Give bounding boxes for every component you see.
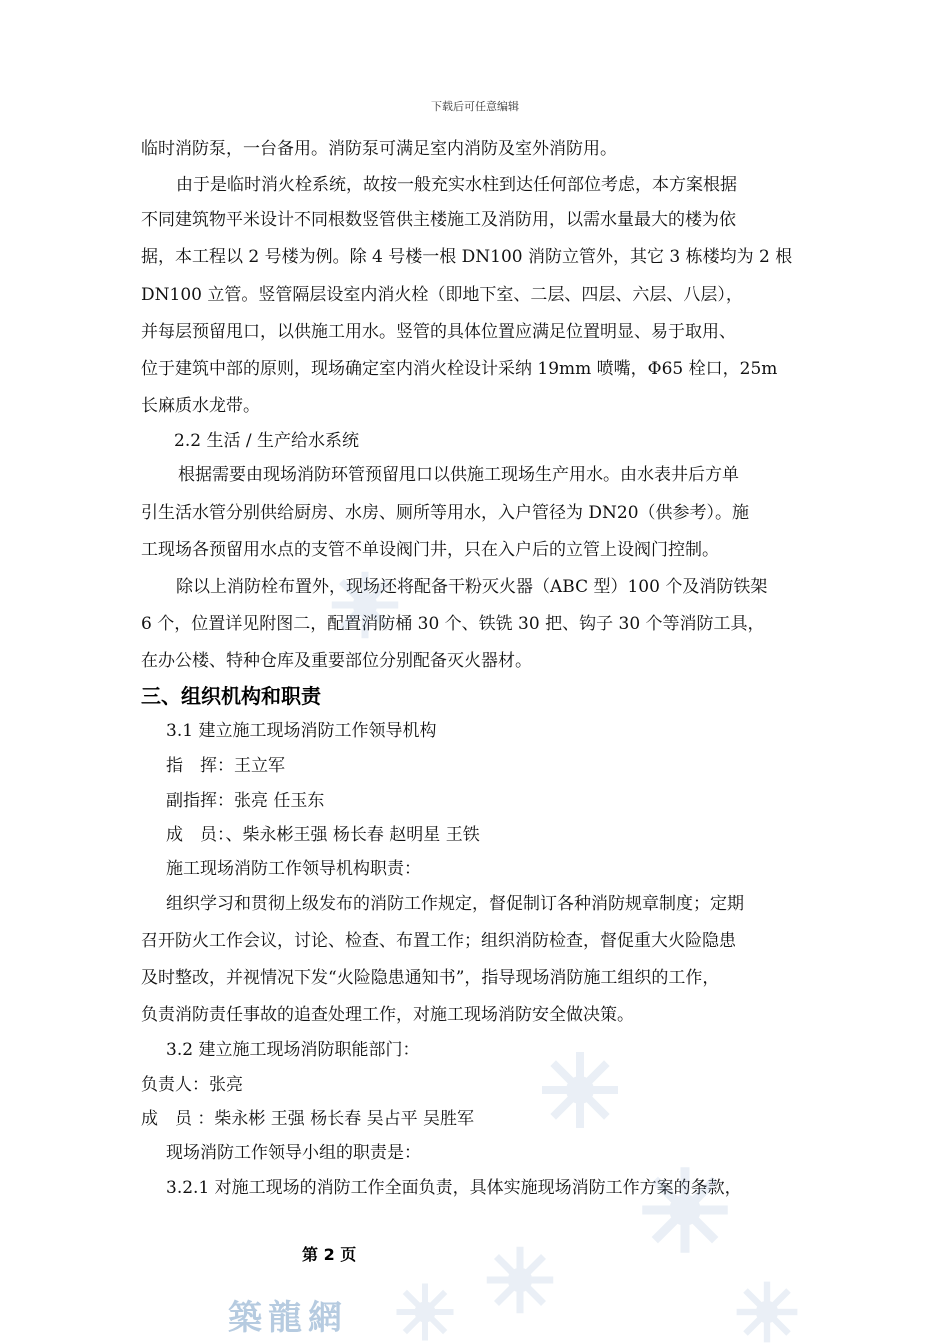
text-line: 根据需要由现场消防环管预留甩口以供施工现场生产用水。由水表井后方单 xyxy=(178,465,739,485)
subsection-heading: 3.1 建立施工现场消防工作领导机构 xyxy=(166,721,437,741)
text-line: 成 员：、柴永彬王强 杨长春 赵明星 王铁 xyxy=(166,825,480,845)
watermark-logo-text: 築龍網 xyxy=(228,1298,348,1338)
watermark-snowflake-icon xyxy=(640,1165,730,1255)
text-line: 现场消防工作领导小组的职责是： xyxy=(166,1143,421,1163)
subsection-heading: 3.2 建立施工现场消防职能部门： xyxy=(166,1040,420,1060)
text-line: 位于建筑中部的原则，现场确定室内消火栓设计采纳 19mm 喷嘴，Φ65 栓口，25m xyxy=(141,359,778,379)
text-line: 召开防火工作会议，讨论、检查、布置工作；组织消防检查，督促重大火险隐患 xyxy=(141,931,736,951)
text-line: 成 员 ：柴永彬 王强 杨长春 吴占平 吴胜军 xyxy=(141,1109,475,1129)
watermark-snowflake-icon xyxy=(540,1050,620,1130)
text-line: 临时消防泵，一台备用。消防泵可满足室内消防及室外消防用。 xyxy=(141,139,617,159)
text-line: 据，本工程以 2 号楼为例。除 4 号楼一根 DN100 消防立管外，其它 3 栋楼均为 2 根 xyxy=(141,247,793,267)
text-line: 在办公楼、特种仓库及重要部位分别配备灭火器材。 xyxy=(141,651,532,671)
section-heading: 三、组织机构和职责 xyxy=(141,684,321,708)
watermark-snowflake-icon xyxy=(330,570,400,640)
text-line: 指 挥：王立军 xyxy=(166,756,285,776)
text-line: 除以上消防栓布置外，现场还将配备干粉灭火器（ABC 型）100 个及消防铁架 xyxy=(176,577,768,597)
subsection-heading: 2.2 生活 / 生产给水系统 xyxy=(174,431,359,451)
text-line: 组织学习和贯彻上级发布的消防工作规定，督促制订各种消防规章制度；定期 xyxy=(166,894,744,914)
text-line: 长麻质水龙带。 xyxy=(141,396,260,416)
text-line: 工现场各预留用水点的支管不单设阀门井，只在入户后的立管上设阀门控制。 xyxy=(141,540,719,560)
header-note: 下载后可任意编辑 xyxy=(431,100,519,113)
page-number: 第 2 页 xyxy=(302,1245,357,1264)
text-line: DN100 立管。竖管隔层设室内消火栓（即地下室、二层、四层、六层、八层）， xyxy=(141,285,743,305)
text-line: 3.2.1 对施工现场的消防工作全面负责，具体实施现场消防工作方案的条款， xyxy=(166,1178,742,1198)
text-line: 施工现场消防工作领导机构职责： xyxy=(166,859,421,879)
text-line: 不同建筑物平米设计不同根数竖管供主楼施工及消防用，以需水量最大的楼为依 xyxy=(141,210,736,230)
text-line: 由于是临时消火栓系统，故按一般充实水柱到达任何部位考虑，本方案根据 xyxy=(176,175,737,195)
watermark-snowflake-icon xyxy=(395,1282,455,1342)
watermark-snowflake-icon xyxy=(485,1245,555,1315)
text-line: 负责消防责任事故的追查处理工作，对施工现场消防安全做决策。 xyxy=(141,1005,634,1025)
text-line: 引生活水管分别供给厨房、水房、厕所等用水，入户管径为 DN20（供参考）。施 xyxy=(141,503,750,523)
text-line: 副指挥：张亮 任玉东 xyxy=(166,791,325,811)
text-line: 并每层预留甩口，以供施工用水。竖管的具体位置应满足位置明显、易于取用、 xyxy=(141,322,736,342)
text-line: 及时整改，并视情况下发“火险隐患通知书”，指导现场消防施工组织的工作， xyxy=(141,968,720,988)
text-line: 6 个，位置详见附图二，配置消防桶 30 个、铁铣 30 把、钩子 30 个等消防工具， xyxy=(141,614,765,634)
text-line: 负责人：张亮 xyxy=(141,1075,243,1095)
watermark-snowflake-icon xyxy=(735,1280,799,1344)
